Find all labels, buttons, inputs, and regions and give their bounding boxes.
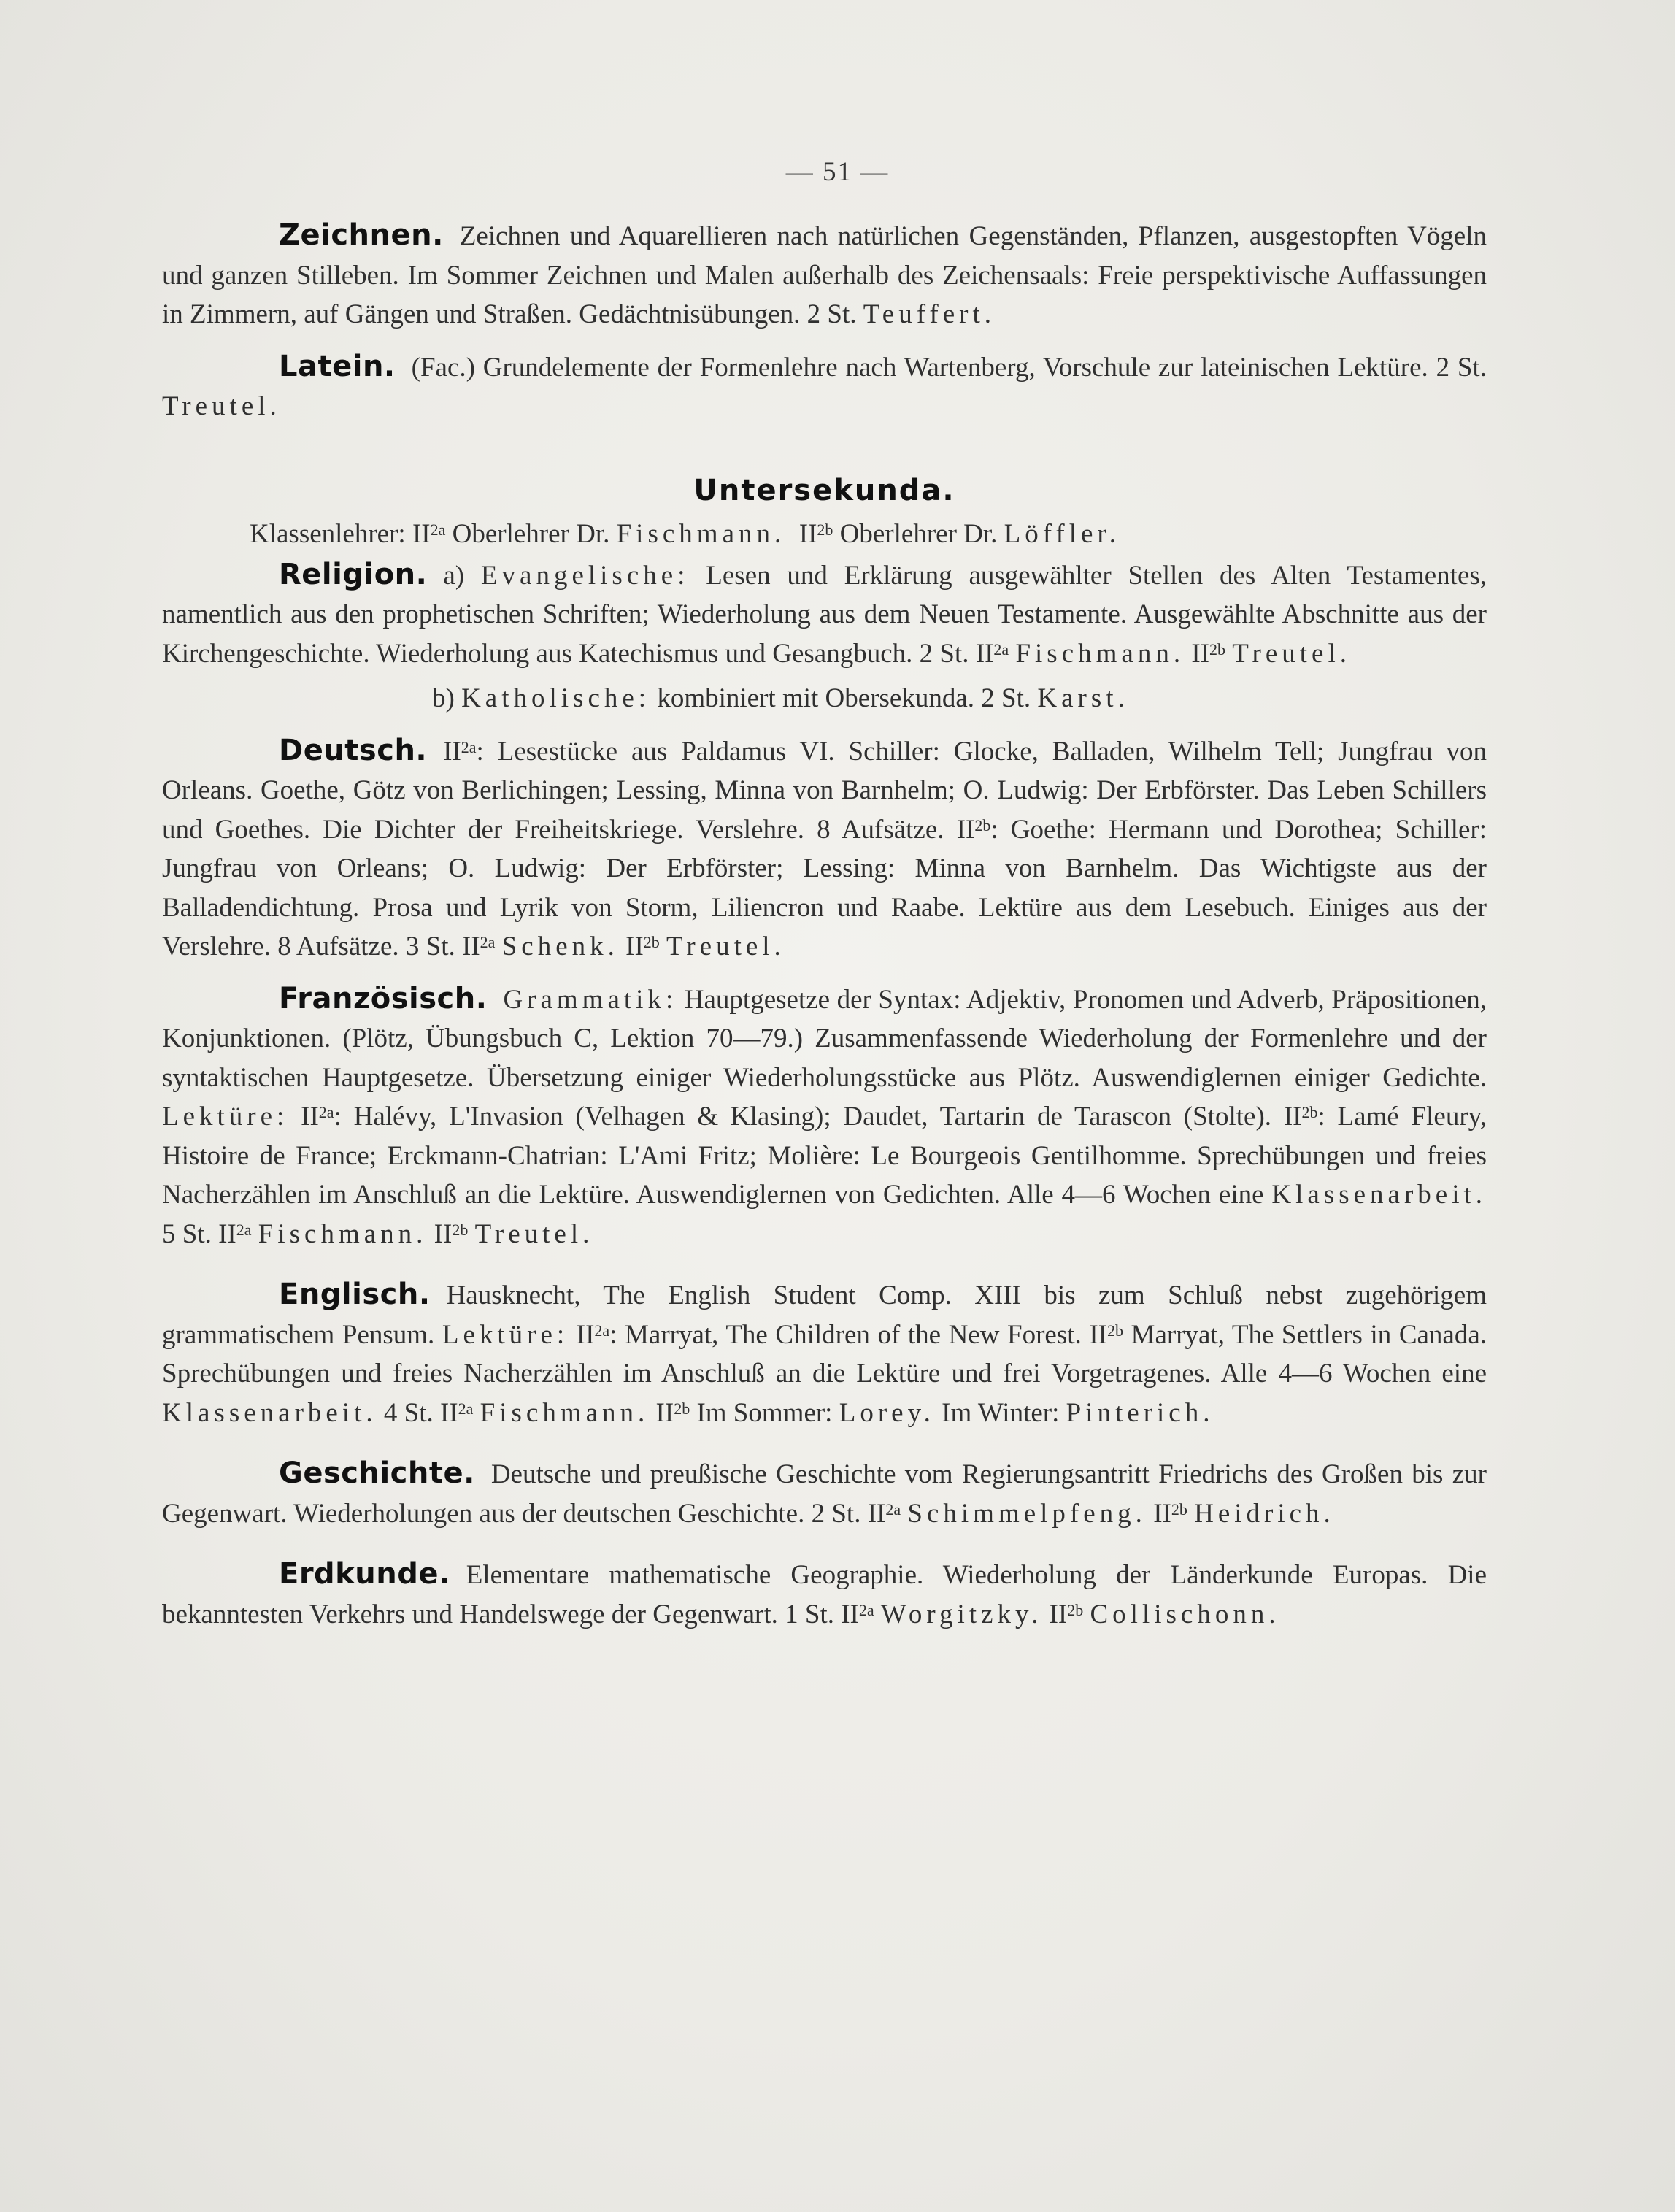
klassenlehrer-b-name: Löffler. [1004, 519, 1120, 549]
page-number: — 51 — [785, 157, 890, 187]
section-geschichte [162, 1454, 1487, 1533]
franzoesisch-text2: : Halévy, L'Invasion (Velhagen & Klasing); Daudet, Tartarin de Tarascon (Stolte). [334, 1102, 1272, 1132]
franzoesisch-teacher-b: Treutel. [474, 1218, 594, 1249]
class-ii-label: II [412, 519, 431, 549]
religion-a-label: a) [443, 560, 465, 591]
englisch-lektuere: Lektüre: [442, 1319, 569, 1350]
heading-religion: Religion. [279, 557, 428, 591]
class-2a-label: 2a [458, 1399, 474, 1418]
class-ii-label: II [956, 814, 975, 845]
class-2b-label: 2b [1171, 1499, 1187, 1518]
franzoesisch-klassenarbeit: Klassenarbeit. [1271, 1180, 1487, 1210]
klassenlehrer-line [250, 515, 1487, 554]
heading-erdkunde: Erdkunde. [279, 1557, 450, 1591]
zeichnen-text: Zeichnen und Aquarellieren nach natürlichen Gegenständen, Pflanzen, ausgestopften Vögeln und ganzen Stilleben. Im Sommer Zeichnen und Malen außerhalb des Zeichensaals: Freie perspektivische Auffassungen in Zimmern, auf Gängen und Straßen. Gedächtnisübungen. 2 St. [162, 221, 1487, 329]
geschichte-teacher-b: Heidrich. [1194, 1498, 1335, 1529]
class-ii-label: II [798, 519, 817, 549]
heading-zeichnen: Zeichnen. [279, 218, 444, 252]
zeichnen-teacher: Teuffert. [863, 299, 996, 329]
class-2a-label: 2a [236, 1220, 252, 1239]
class-ii-label: II [841, 1599, 859, 1629]
klassenlehrer-b: Oberlehrer Dr. [839, 519, 998, 549]
latein-text: (Fac.) Grundelemente der Formenlehre nach Wartenberg, Vorschule zur lateinischen Lektüre. 2 St. [411, 352, 1487, 383]
class-2b-label: 2b [674, 1399, 690, 1418]
section-franzoesisch [162, 980, 1487, 1254]
geschichte-teacher-a: Schimmelpfeng. [907, 1498, 1147, 1529]
religion-a-teacher-a: Fischmann. [1015, 638, 1185, 669]
religion-a-text: Lesen und Erklärung ausgewählter Stellen des Alten Testamentes, namentlich aus den prophetischen Schriften; Wiederholung aus dem Neuen Testamente. Ausgewählte Abschnitte aus der Kirchengeschichte. Wiederholung aus Katechismus und Gesangbuch. 2 St. [162, 560, 1487, 669]
class-ii-label: II [625, 932, 644, 961]
class-2a-label: 2a [993, 640, 1009, 658]
section-erdkunde [162, 1555, 1487, 1634]
erdkunde-text: Elementare mathematische Geographie. Wiederholung der Länderkunde Europas. Die bekanntesten Verkehrs und Handelswege der Gegenwart. 1 St. [162, 1560, 1487, 1629]
heading-geschichte: Geschichte. [279, 1456, 475, 1490]
franzoesisch-text3: : Lamé Fleury, Histoire de France; Erckmann-Chatrian: L'Ami Fritz; Molière: Le Bourgeois Gentilhomme. Sprechübungen und freies Nacherzählen im Anschluß an die Lektüre. Auswendiglernen von Gedichten. Alle 4—6 Wochen eine [162, 1102, 1487, 1210]
englisch-text2: : Marryat, The Children of the New Forest. [609, 1319, 1082, 1350]
class-ii-label: II [867, 1498, 886, 1529]
heading-franzoesisch: Französisch. [279, 981, 488, 1015]
englisch-text3: Marryat, The Settlers in Canada. Sprechübungen und freies Nacherzählen im Anschluß an die Lektüre und frei Vorgetragenes. Alle 4—6 Wochen eine [162, 1319, 1487, 1389]
franzoesisch-text1: Hauptgesetze der Syntax: Adjektiv, Pronomen und Adverb, Präpositionen, Konjunktionen. (Plötz, Übungsbuch C, Lektion 70—79.) Zusammenfassende Wiederholung der Formenlehre und der syntaktischen Hauptgesetze. Übersetzung einiger Wiederholungsstücke aus Plötz. Auswendiglernen einiger Gedichte. [162, 984, 1487, 1093]
englisch-teacher-a: Fischmann. [480, 1397, 650, 1428]
franzoesisch-grammatik: Grammatik: [503, 984, 678, 1015]
erdkunde-teacher-b: Collischonn. [1090, 1599, 1280, 1629]
englisch-text6: Im Winter: [942, 1397, 1060, 1428]
religion-b-teacher: Karst. [1037, 683, 1129, 713]
religion-a-teacher-b: Treutel. [1232, 638, 1352, 669]
class-ii-label: II [1049, 1599, 1068, 1629]
franzoesisch-teacher-a: Fischmann. [258, 1218, 428, 1249]
class-2a-label: 2a [885, 1499, 901, 1518]
class-ii-label: II [439, 1397, 458, 1428]
religion-b-label: b) [432, 683, 455, 713]
religion-b-spaced: Katholische: [461, 683, 651, 713]
page-body [162, 216, 1487, 1634]
religion-a-spaced: Evangelische: [480, 560, 690, 591]
class-ii-label: II [975, 638, 994, 669]
englisch-teacher-b2: Pinterich. [1066, 1397, 1214, 1428]
section-religion [162, 556, 1487, 674]
englisch-text1: Hausknecht, The English Student Comp. XIII bis zum Schluß nebst zugehörigem grammatischem Pensum. [162, 1280, 1487, 1350]
class-ii-label: II [434, 1218, 453, 1249]
religion-b-line [162, 679, 1487, 718]
class-2a-label: 2a [594, 1321, 610, 1340]
class-2b-label: 2b [643, 933, 660, 952]
englisch-teacher-b1: Lorey. [839, 1397, 935, 1428]
klassenlehrer-a-name: Fischmann. [616, 519, 786, 549]
klassenlehrer-label: Klassenlehrer: [250, 519, 406, 549]
latein-teacher: Treutel. [162, 391, 281, 421]
class-ii-label: II [462, 932, 480, 961]
section-englisch [162, 1275, 1487, 1432]
section-latein [162, 347, 1487, 426]
class-2b-label: 2b [1106, 1321, 1123, 1340]
class-ii-label: II [218, 1218, 236, 1249]
class-ii-label: II [655, 1397, 674, 1428]
class-ii-label: II [443, 736, 461, 767]
heading-englisch: Englisch. [279, 1278, 431, 1311]
heading-untersekunda: Untersekunda. [693, 473, 955, 507]
class-2a-label: 2a [461, 737, 477, 756]
class-ii-label: II [1089, 1319, 1107, 1350]
deutsch-teacher-b: Treutel. [666, 932, 785, 961]
heading-deutsch: Deutsch. [279, 733, 428, 767]
class-2b-label: 2b [817, 521, 833, 539]
klassenlehrer-a: Oberlehrer Dr. [452, 519, 610, 549]
class-ii-label: II [1283, 1102, 1302, 1132]
deutsch-text-b: : Goethe: Hermann und Dorothea; Schiller: Jungfrau von Orleans; O. Ludwig: Der Erbförster; Lessing: Minna von Barnhelm. Das Wichtigste aus der Balladendichtung. Prosa und Lyrik von Storm, Liliencron und Raabe. Lektüre aus dem Lesebuch. Einiges aus der Verslehre. 8 Aufsätze. 3 St. [162, 814, 1487, 961]
erdkunde-teacher-a: Worgitzky. [880, 1599, 1043, 1629]
englisch-text4: 4 St. [383, 1397, 434, 1428]
class-2a-label: 2a [480, 933, 496, 952]
section-deutsch [162, 731, 1487, 967]
class-ii-label: II [1153, 1498, 1171, 1529]
class-2a-label: 2a [430, 521, 446, 539]
class-ii-label: II [1191, 638, 1209, 669]
class-ii-label: II [301, 1102, 319, 1132]
class-2b-label: 2b [1301, 1103, 1318, 1122]
franzoesisch-text4: 5 St. [162, 1218, 212, 1249]
class-2a-label: 2a [858, 1600, 874, 1619]
geschichte-text: Deutsche und preußische Geschichte vom Regierungsantritt Friedrichs des Großen bis zur Gegenwart. Wiederholungen aus der deutschen Geschichte. 2 St. [162, 1459, 1487, 1529]
englisch-text5: Im Sommer: [696, 1397, 833, 1428]
section-zeichnen [162, 216, 1487, 334]
franzoesisch-lektuere: Lektüre: [162, 1102, 289, 1132]
class-2b-label: 2b [452, 1220, 469, 1239]
class-2b-label: 2b [1067, 1600, 1084, 1619]
deutsch-teacher-a: Schenk. [501, 932, 619, 961]
class-ii-label: II [576, 1319, 595, 1350]
englisch-klassenarbeit: Klassenarbeit. [162, 1397, 377, 1428]
class-2b-label: 2b [974, 815, 991, 834]
class-2a-label: 2a [318, 1103, 334, 1122]
religion-b-text: kombiniert mit Obersekunda. 2 St. [657, 683, 1031, 713]
heading-latein: Latein. [279, 349, 396, 383]
class-2b-label: 2b [1209, 640, 1225, 658]
deutsch-text-a: : Lesestücke aus Paldamus VI. Schiller: Glocke, Balladen, Wilhelm Tell; Jungfrau von Orleans. Goethe, Götz von Berlichingen; Lessing, Minna von Barnhelm; O. Ludwig: Der Erbförster. Das Leben Schillers und Goethes. Die Dichter der Freiheitskriege. Verslehre. 8 Aufsätze. [162, 736, 1487, 845]
